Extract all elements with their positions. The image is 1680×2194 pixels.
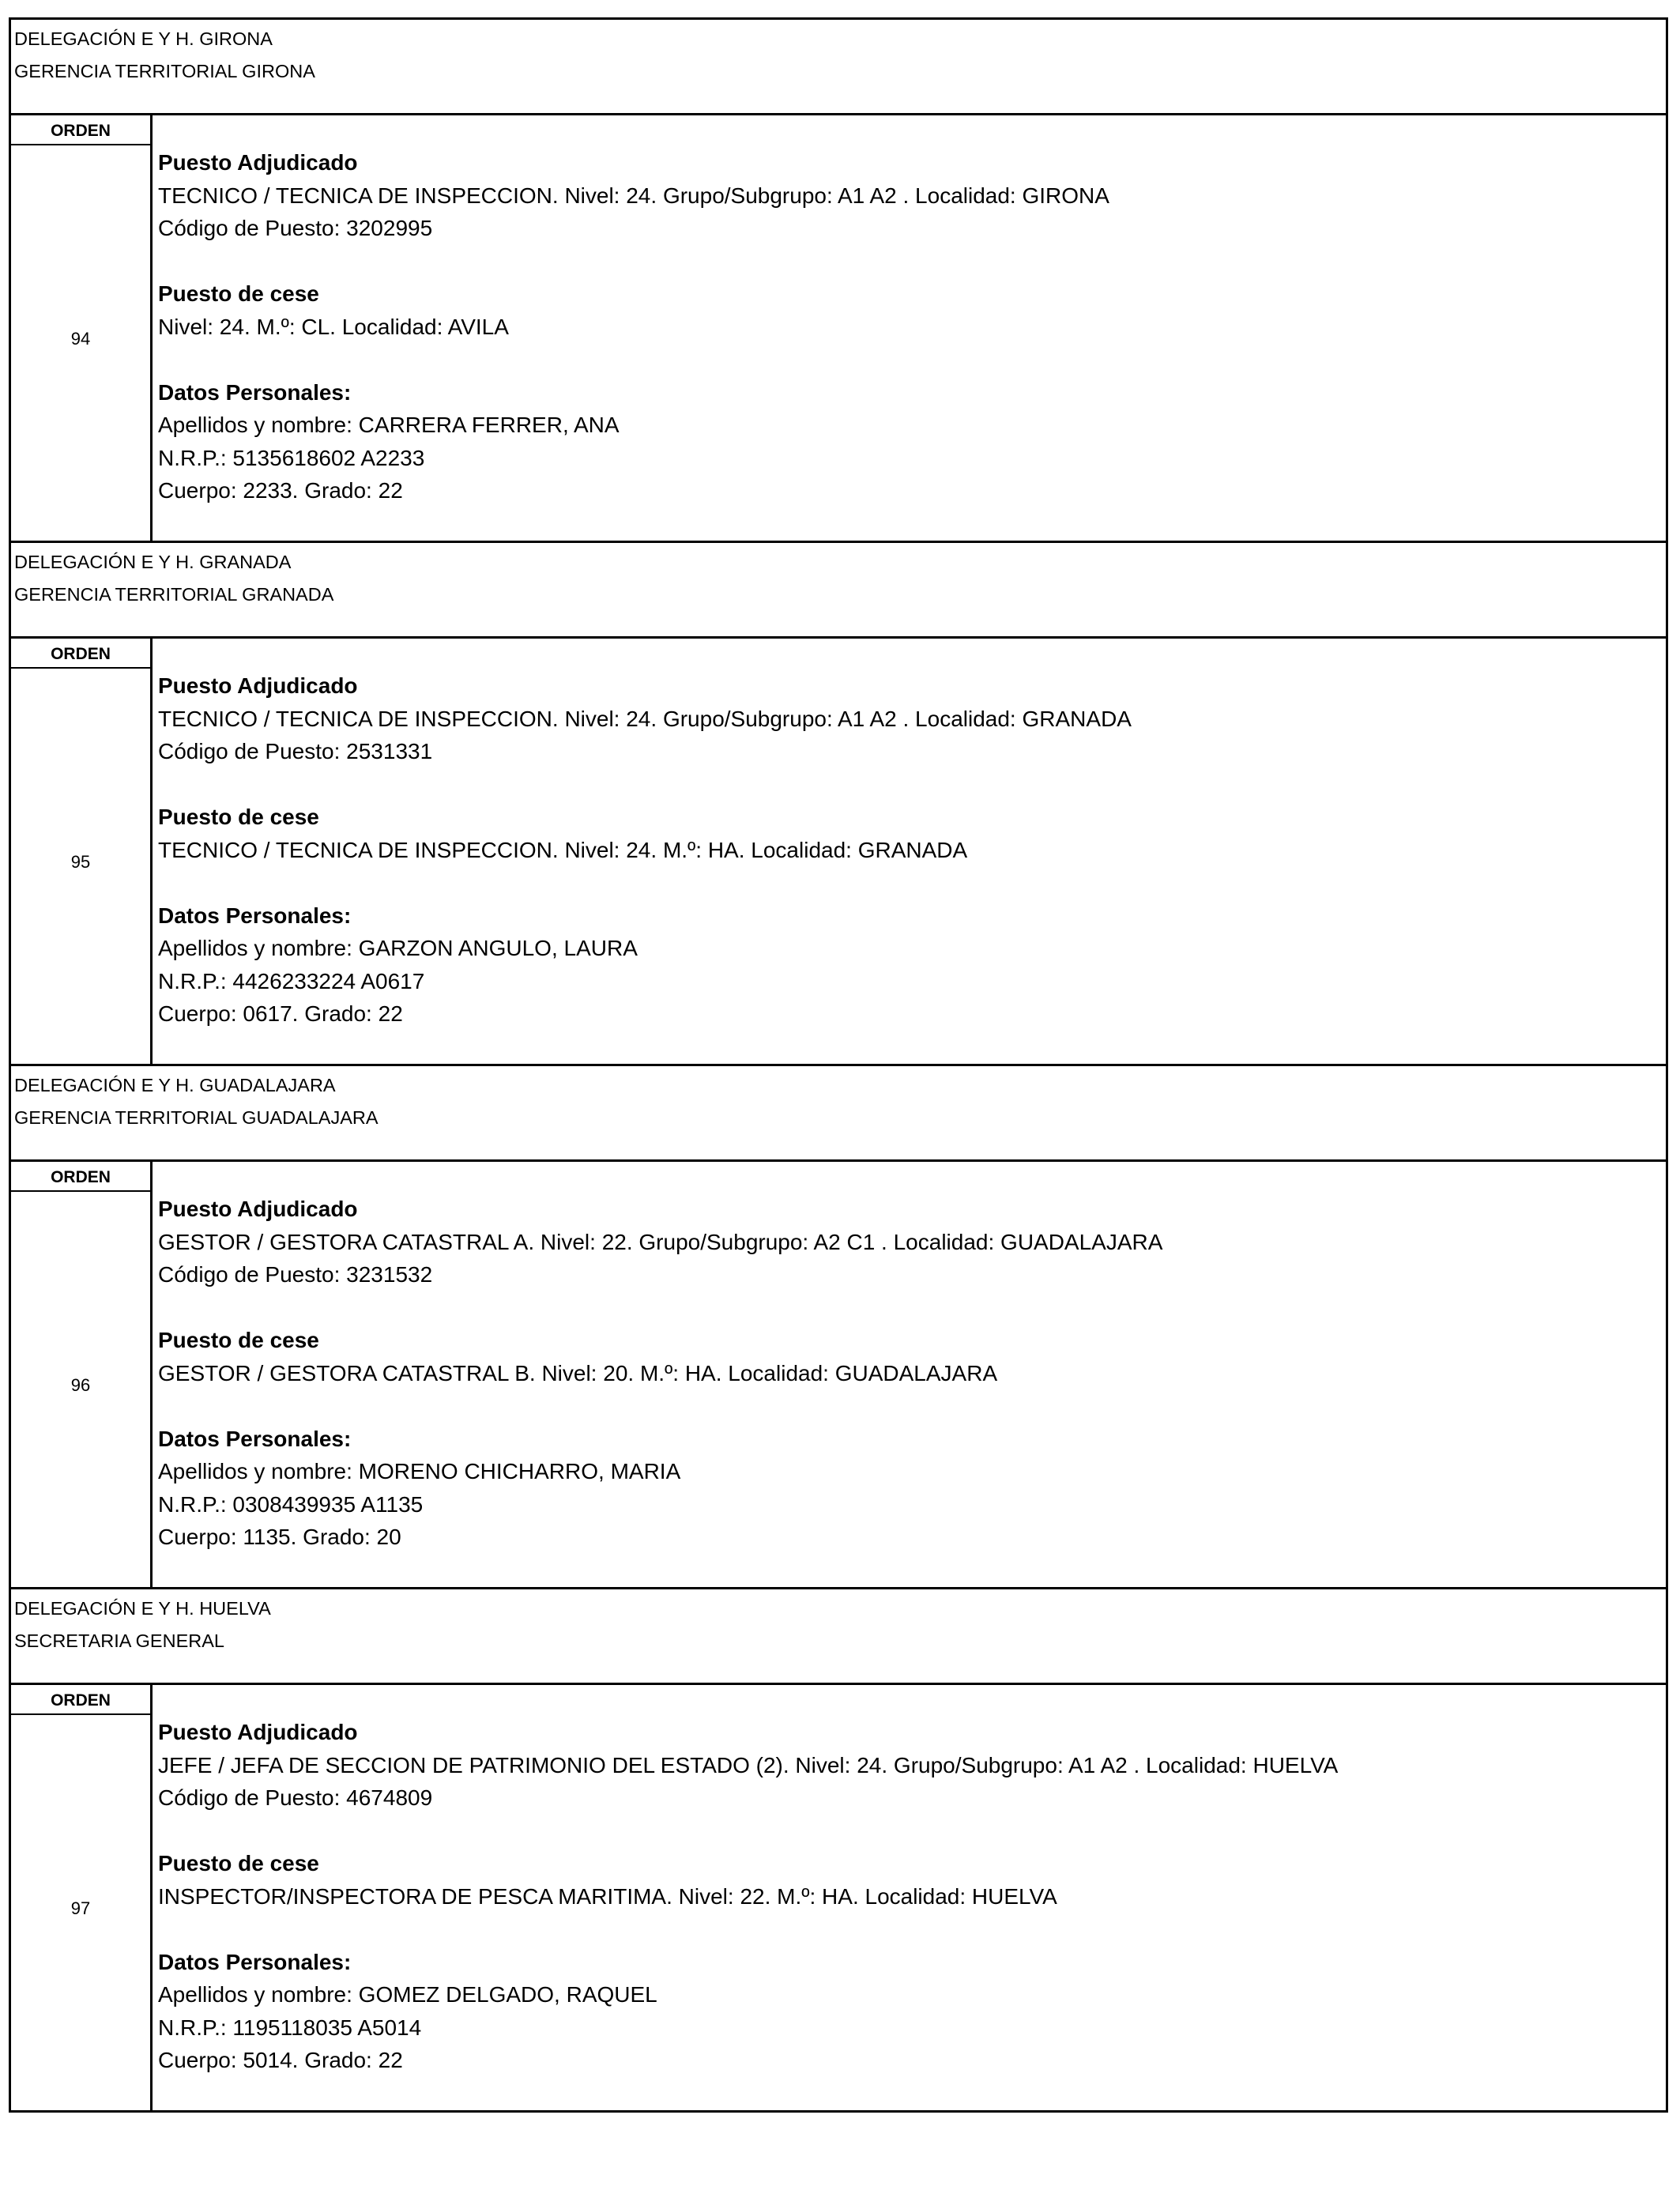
body-grade: Cuerpo: 2233. Grado: 22 (158, 478, 403, 503)
adjudicado-heading: Puesto Adjudicado (158, 150, 358, 175)
delegation-section (11, 543, 1666, 1066)
orden-label: ORDEN (11, 639, 150, 669)
adjudicado-description: JEFE / JEFA DE SECCION DE PATRIMONIO DEL ESTADO (2). Nivel: 24. Grupo/Subgrupo: A1 A2 . Localidad: HUELVA (158, 1752, 1339, 1777)
person-name: Apellidos y nombre: GARZON ANGULO, LAURA (158, 936, 638, 960)
assignment-entry (11, 1685, 1666, 2113)
orden-label: ORDEN (11, 1162, 150, 1192)
cese-heading: Puesto de cese (158, 281, 319, 306)
orden-column (11, 1685, 153, 2110)
spacer (158, 1389, 1666, 1423)
position-code: Código de Puesto: 3202995 (158, 216, 433, 240)
orden-column (11, 115, 153, 541)
person-name: Apellidos y nombre: CARRERA FERRER, ANA (158, 413, 620, 437)
body-grade: Cuerpo: 5014. Grado: 22 (158, 2048, 403, 2072)
office-name: GERENCIA TERRITORIAL GUADALAJARA (14, 1107, 379, 1128)
adjudicado-heading: Puesto Adjudicado (158, 673, 358, 698)
personal-data-heading: Datos Personales: (158, 1949, 352, 1974)
delegation-name: DELEGACIÓN E Y H. HUELVA (14, 1598, 271, 1619)
assignment-entry (11, 639, 1666, 1066)
delegation-name: DELEGACIÓN E Y H. GUADALAJARA (14, 1075, 336, 1095)
personal-data-heading: Datos Personales: (158, 1426, 352, 1451)
position-code: Código de Puesto: 3231532 (158, 1262, 433, 1287)
delegation-section (11, 20, 1666, 543)
orden-column (11, 1162, 153, 1587)
person-name: Apellidos y nombre: MORENO CHICHARRO, MARIA (158, 1459, 681, 1483)
cese-description: Nivel: 24. M.º: CL. Localidad: AVILA (158, 314, 509, 339)
orden-number: 95 (70, 852, 91, 872)
spacer (158, 343, 1666, 376)
personal-data-heading: Datos Personales: (158, 379, 352, 405)
spacer (158, 1913, 1666, 1946)
nrp-number: N.R.P.: 0308439935 A1135 (158, 1491, 424, 1517)
nrp-number: N.R.P.: 4426233224 A0617 (158, 968, 425, 993)
delegation-section (11, 1589, 1666, 2113)
adjudicado-heading: Puesto Adjudicado (158, 1720, 358, 1744)
section-header (11, 1589, 1666, 1685)
section-header (11, 543, 1666, 639)
orden-label: ORDEN (11, 115, 150, 145)
cese-description: INSPECTOR/INSPECTORA DE PESCA MARITIMA. Nivel: 22. M.º: HA. Localidad: HUELVA (158, 1883, 1057, 1909)
nrp-number: N.R.P.: 1195118035 A5014 (158, 2015, 422, 2040)
spacer (158, 1291, 1666, 1325)
spacer (158, 245, 1666, 278)
cese-description: TECNICO / TECNICA DE INSPECCION. Nivel: 24. M.º: HA. Localidad: GRANADA (158, 837, 968, 862)
entry-details (153, 1685, 1666, 2110)
cese-heading: Puesto de cese (158, 1851, 319, 1875)
personal-data-heading: Datos Personales: (158, 903, 352, 928)
assignment-entry (11, 115, 1666, 543)
office-name: GERENCIA TERRITORIAL GRANADA (14, 584, 334, 605)
section-header (11, 20, 1666, 115)
delegation-section (11, 1066, 1666, 1589)
assignment-entry (11, 1162, 1666, 1589)
adjudicado-description: GESTOR / GESTORA CATASTRAL A. Nivel: 22. Grupo/Subgrupo: A2 C1 . Localidad: GUADALAJARA (158, 1229, 1163, 1254)
adjudicado-description: TECNICO / TECNICA DE INSPECCION. Nivel: 24. Grupo/Subgrupo: A1 A2 . Localidad: GIRONA (158, 183, 1109, 208)
body-grade: Cuerpo: 1135. Grado: 20 (158, 1525, 401, 1549)
entry-details (153, 639, 1666, 1064)
entry-details (153, 115, 1666, 541)
office-name: GERENCIA TERRITORIAL GIRONA (14, 61, 315, 81)
nrp-number: N.R.P.: 5135618602 A2233 (158, 445, 425, 470)
orden-column (11, 639, 153, 1064)
office-name: SECRETARIA GENERAL (14, 1630, 224, 1651)
spacer (158, 768, 1666, 801)
orden-number: 97 (70, 1898, 91, 1918)
cese-description: GESTOR / GESTORA CATASTRAL B. Nivel: 20. M.º: HA. Localidad: GUADALAJARA (158, 1360, 998, 1385)
spacer (158, 866, 1666, 899)
person-name: Apellidos y nombre: GOMEZ DELGADO, RAQUEL (158, 1982, 657, 2007)
orden-label: ORDEN (11, 1685, 150, 1715)
position-code: Código de Puesto: 2531331 (158, 739, 433, 763)
orden-number: 94 (70, 329, 91, 349)
position-code: Código de Puesto: 4674809 (158, 1785, 433, 1810)
orden-number: 96 (70, 1375, 91, 1395)
section-header (11, 1066, 1666, 1162)
adjudicado-description: TECNICO / TECNICA DE INSPECCION. Nivel: 24. Grupo/Subgrupo: A1 A2 . Localidad: GRANADA (158, 706, 1132, 731)
assignment-table (9, 17, 1668, 2113)
body-grade: Cuerpo: 0617. Grado: 22 (158, 1001, 403, 1026)
delegation-name: DELEGACIÓN E Y H. GRANADA (14, 552, 292, 572)
cese-heading: Puesto de cese (158, 1328, 319, 1352)
delegation-name: DELEGACIÓN E Y H. GIRONA (14, 28, 273, 49)
cese-heading: Puesto de cese (158, 805, 319, 829)
spacer (158, 1815, 1666, 1848)
adjudicado-heading: Puesto Adjudicado (158, 1197, 358, 1221)
entry-details (153, 1162, 1666, 1587)
